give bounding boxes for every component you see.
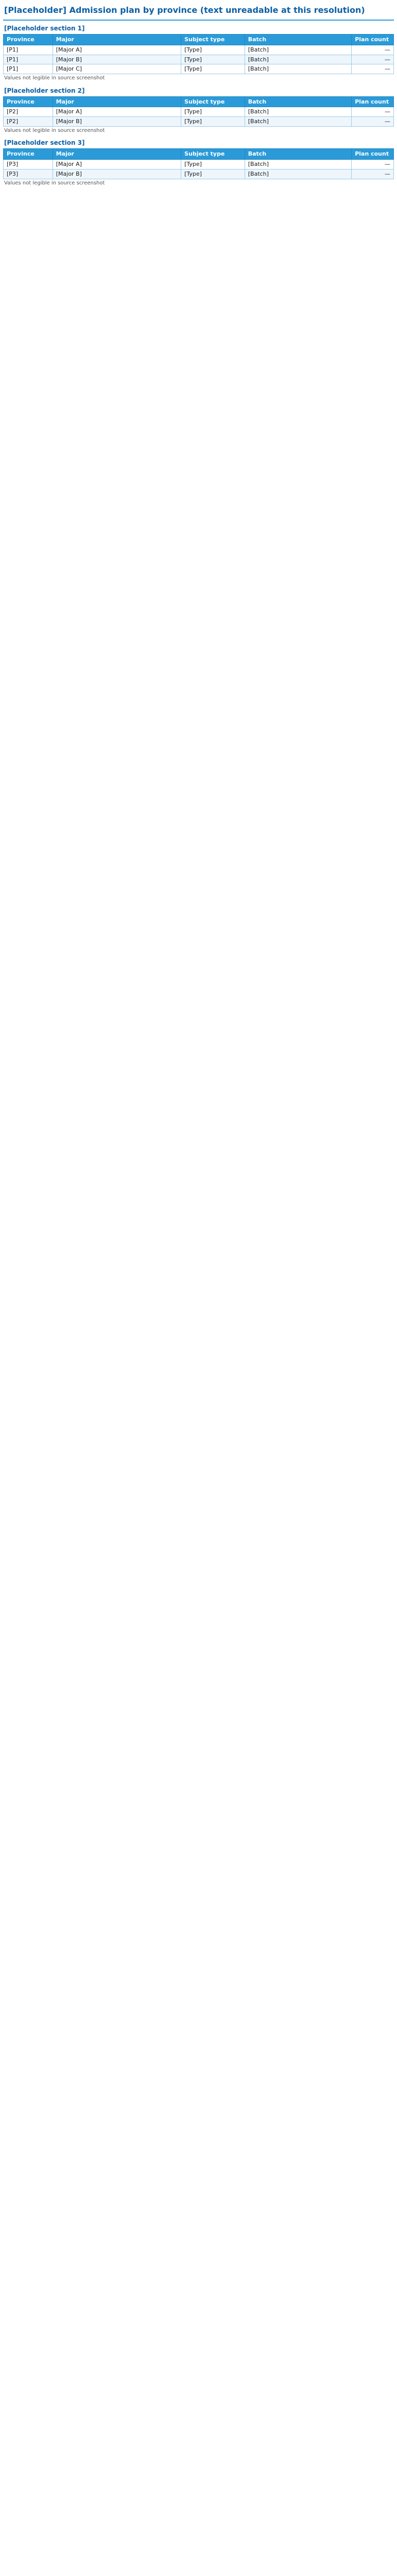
table-row [4,160,394,170]
section-heading: [Placeholder section 2] [4,87,85,94]
cell-province: [P3] [4,160,53,170]
sections-container [3,25,394,187]
section-heading: [Placeholder section 1] [4,25,85,32]
header-subject-type: Subject type [181,35,245,45]
cell-province: [P1] [4,64,53,74]
section-note: Values not legible in source screenshot [4,75,105,81]
cell-subject-type: [Type] [181,117,245,127]
header-count: Plan count [352,96,394,107]
cell-count: — [352,160,394,170]
cell-major: [Major B] [53,55,181,64]
header-batch: Batch [245,96,351,107]
section-heading: [Placeholder section 3] [4,139,85,147]
province-section [3,25,394,82]
cell-major: [Major B] [53,169,181,179]
table-header-row [4,149,394,160]
cell-subject-type: [Type] [181,169,245,179]
header-batch: Batch [245,149,351,160]
cell-province: [P1] [4,45,53,55]
header-count: Plan count [352,35,394,45]
header-count: Plan count [352,149,394,160]
plan-table [3,34,394,74]
cell-batch: [Batch] [245,45,351,55]
cell-count: — [352,107,394,117]
cell-count: — [352,169,394,179]
header-province: Province [4,149,53,160]
cell-major: [Major B] [53,117,181,127]
cell-batch: [Batch] [245,169,351,179]
table-row [4,117,394,127]
province-section [3,139,394,187]
cell-batch: [Batch] [245,107,351,117]
cell-count: — [352,117,394,127]
cell-province: [P2] [4,117,53,127]
cell-batch: [Batch] [245,55,351,64]
cell-count: — [352,64,394,74]
cell-major: [Major A] [53,107,181,117]
cell-count: — [352,55,394,64]
header-province: Province [4,96,53,107]
province-section [3,87,394,134]
document-title: [Placeholder] Admission plan by province (text unreadable at this resolution) [3,3,394,21]
cell-batch: [Batch] [245,117,351,127]
cell-subject-type: [Type] [181,55,245,64]
cell-major: [Major A] [53,45,181,55]
table-header-row [4,96,394,107]
header-subject-type: Subject type [181,96,245,107]
document-page [0,0,397,197]
table-row [4,55,394,64]
table-row [4,169,394,179]
header-subject-type: Subject type [181,149,245,160]
cell-province: [P3] [4,169,53,179]
plan-table [3,96,394,127]
header-major: Major [53,35,181,45]
header-province: Province [4,35,53,45]
cell-subject-type: [Type] [181,107,245,117]
table-row [4,64,394,74]
table-header-row [4,35,394,45]
cell-batch: [Batch] [245,64,351,74]
table-row [4,45,394,55]
header-major: Major [53,149,181,160]
cell-subject-type: [Type] [181,160,245,170]
cell-province: [P2] [4,107,53,117]
plan-table [3,148,394,179]
cell-major: [Major C] [53,64,181,74]
cell-subject-type: [Type] [181,64,245,74]
section-note: Values not legible in source screenshot [4,180,105,186]
section-note: Values not legible in source screenshot [4,127,105,133]
cell-count: — [352,45,394,55]
cell-subject-type: [Type] [181,45,245,55]
cell-province: [P1] [4,55,53,64]
cell-batch: [Batch] [245,160,351,170]
header-batch: Batch [245,35,351,45]
header-major: Major [53,96,181,107]
cell-major: [Major A] [53,160,181,170]
table-row [4,107,394,117]
